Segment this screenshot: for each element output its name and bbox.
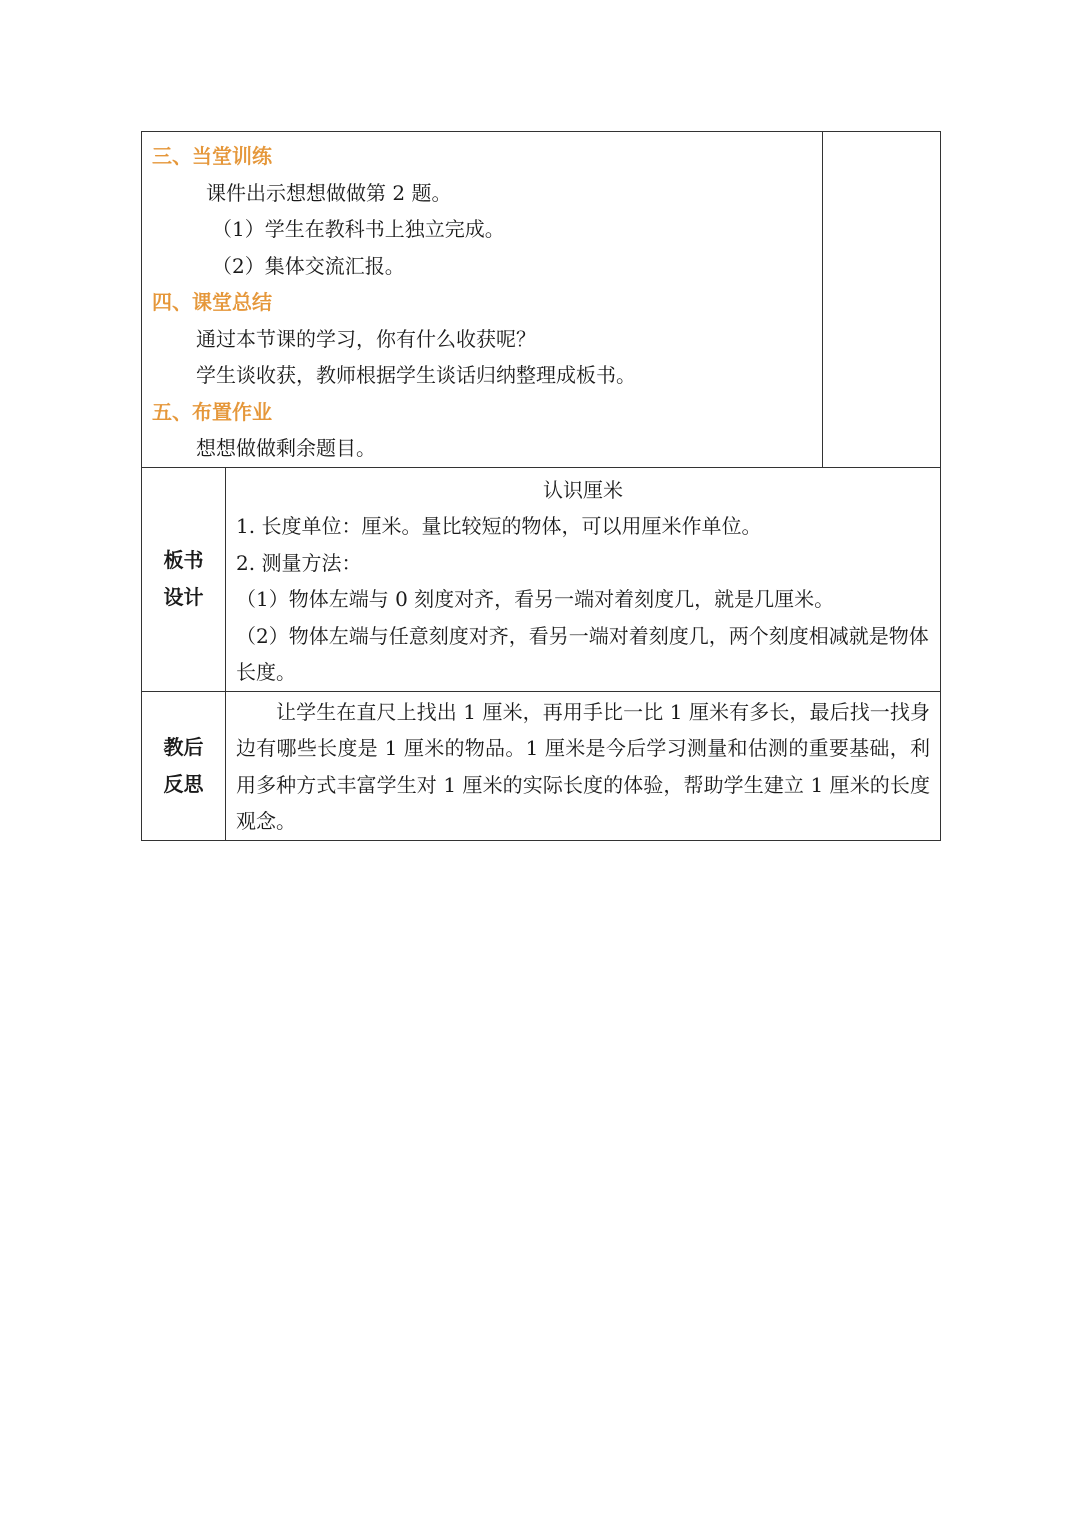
board-design-row (142, 467, 941, 691)
reflection-row (142, 691, 941, 840)
notes-cell (823, 132, 941, 468)
summary-line-1: 通过本节课的学习，你有什么收获呢？ (196, 326, 536, 351)
reflection-content (226, 691, 941, 840)
board-label-line-1: 板书 (163, 548, 204, 572)
reflection-text: 让学生在直尺上找出 1 厘米，再用手比一比 1 厘米有多长，最后找一找身边有哪些长度是 1 厘米的物品。1 厘米是今后学习测量和估测的重要基础，利用多种方式丰富学生对 1 厘米的实际长度的体验，帮助学生建立 1 厘米的长度观念。 (236, 699, 930, 833)
board-line-3: （1）物体左端与 0 刻度对齐，看另一端对着刻度几，就是几厘米。 (236, 587, 835, 611)
summary-line-2: 学生谈收获，教师根据学生谈话归纳整理成板书。 (196, 363, 636, 387)
practice-line-3: （2）集体交流汇报。 (212, 253, 405, 278)
board-line-2: 2. 测量方法： (236, 550, 362, 575)
board-design-content (226, 467, 941, 691)
board-line-4: （2）物体左端与任意刻度对齐，看另一端对着刻度几，两个刻度相减就是物体长度。 (236, 623, 929, 684)
section-heading-practice: 三、当堂训练 (152, 144, 272, 168)
lesson-plan-table (141, 131, 941, 841)
practice-line-1: 课件出示想想做做第 2 题。 (206, 180, 452, 205)
board-label-line-2: 设计 (163, 585, 204, 609)
board-title: 认识厘米 (543, 477, 623, 502)
homework-line-1: 想想做做剩余题目。 (196, 436, 376, 460)
teaching-process-cell (142, 132, 823, 468)
teaching-process-row (142, 132, 941, 468)
reflection-label (142, 691, 226, 840)
board-design-label (142, 467, 226, 691)
section-heading-homework: 五、布置作业 (152, 399, 272, 424)
board-line-1: 1. 长度单位：厘米。量比较短的物体，可以用厘米作单位。 (236, 514, 762, 538)
reflection-label-line-1: 教后 (163, 734, 204, 759)
reflection-label-line-2: 反思 (163, 771, 204, 796)
practice-line-2: （1）学生在教科书上独立完成。 (212, 217, 505, 241)
section-heading-summary: 四、课堂总结 (152, 290, 272, 314)
